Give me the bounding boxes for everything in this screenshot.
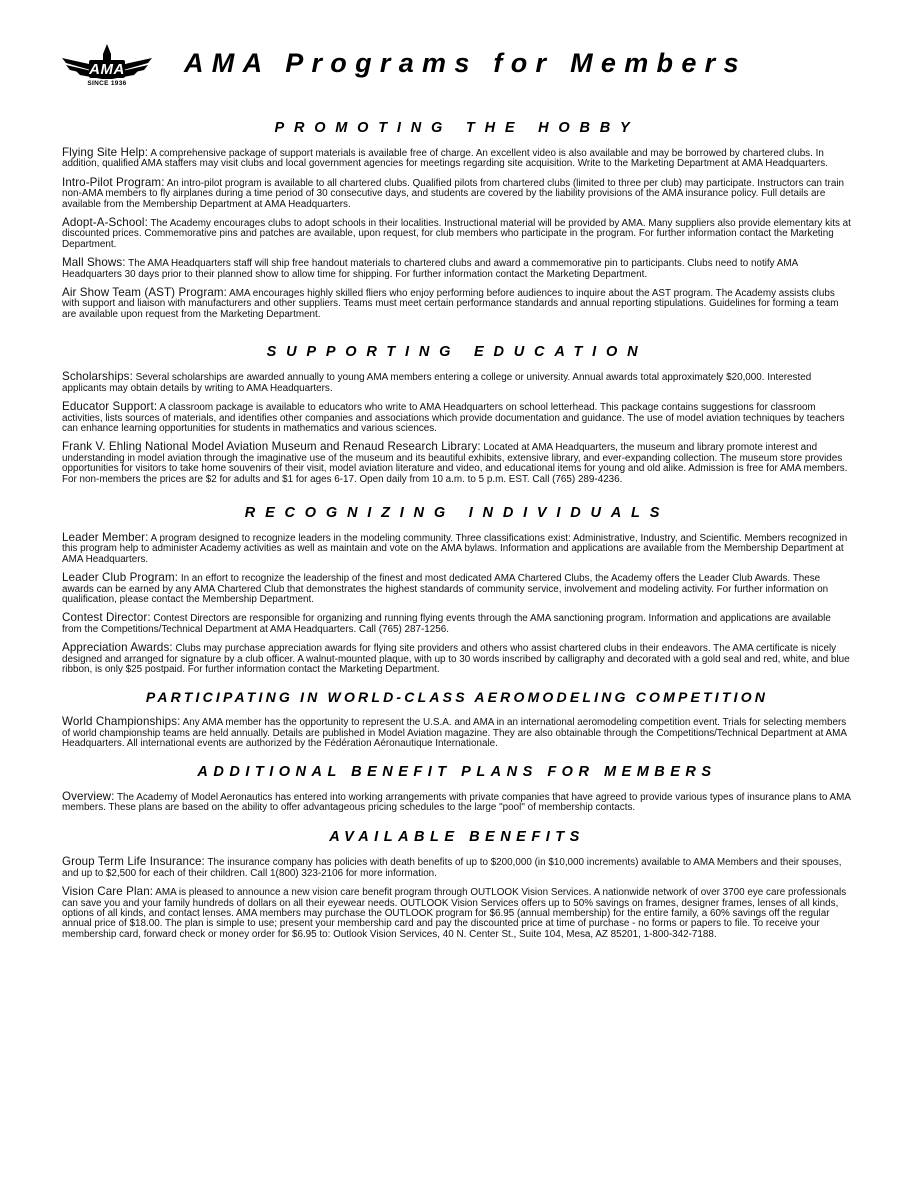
logo-since-text: SINCE 1936 xyxy=(87,80,127,87)
item-scholarships xyxy=(62,372,852,394)
logo-mark-text: AMA xyxy=(89,61,125,78)
item-body: A program designed to recognize leaders in the modeling community. Three classifications exist: Administrative, Industry, and Scientific. Members recognized in this program help to administer Academy activities as well as maintain and vote on the AMA bylaws. Information and applications are available from the Membership Department at AMA Headquarters. xyxy=(62,532,848,565)
section-heading-education: SUPPORTING EDUCATION xyxy=(266,344,648,361)
item-appreciation-awards xyxy=(62,643,852,675)
item-body: The insurance company has policies with death benefits of up to $200,000 (in $10,000 increments) available to AMA Members and their spouses, and up to $2,500 for each of their children. Call 1(800) 323-2106 for more information. xyxy=(62,857,842,879)
item-lead: Air Show Team (AST) Program: xyxy=(62,286,227,300)
item-body: Clubs may purchase appreciation awards for flying site providers and others who assist chartered clubs in their endeavors. The AMA certificate is nicely designed and arranged for signature by a club officer. A walnut-mounted plaque, with up to 30 words inscribed by calligraphy and decorated with a gold seal and red, white, and blue ribbon, is only $25 postpaid. For further information contact the Marketing Department. xyxy=(62,643,850,675)
item-body: AMA is pleased to announce a new vision care benefit program through OUTLOOK Vision Services. A nationwide network of over 3700 eye care professionals can save you and your family hundreds of dollars on all their eyewear needs. OUTLOOK Vision Services offers up to 50% savings on frames, designer frames, lenses of all kinds, options of all kinds, and contact lenses. AMA members may purchase the OUTLOOK program for $6.95 (annual membership) for the entire family, a 60% savings off the regular annual price of $18.00. The plan is simple to use; present your membership card and pay the discounted price at time of purchase - no forms or papers to file. To receive your membership card, forward check or money order for $6.95 to: Outlook Vision Services, 40 N. Center St., Suite 104, Mesa, AZ 85201, 1-800-342-7188. xyxy=(62,887,847,940)
item-body: In an effort to recognize the leadership of the finest and most dedicated AMA Chartered Clubs, the Academy offers the Leader Club Awards. These awards can be earned by any AMA Chartered Club that demonstrates the highest standards of community service, involvement and modeling activity. For further information on qualification, please contact the Membership Department. xyxy=(62,573,829,605)
section-heading-promoting: PROMOTING THE HOBBY xyxy=(274,120,640,136)
item-lead: World Championships: xyxy=(62,715,181,729)
item-lead: Flying Site Help: xyxy=(62,146,149,159)
section-heading-world-competition: PARTICIPATING IN WORLD-CLASS AEROMODELING COMPETITION xyxy=(145,689,769,706)
item-lead: Scholarships: xyxy=(62,370,133,384)
item-group-term-life xyxy=(62,857,852,879)
item-body: An intro-pilot program is available to all chartered clubs. Qualified pilots from chartered clubs (limited to three per club) may participate. Instructors can train non-AMA members to fly airplanes during a time period of 30 consecutive days, and students are covered by the liability provisions of the AMA insurance policy. Full details are available from the Membership Department at AMA Headquarters. xyxy=(62,177,844,210)
item-world-championships xyxy=(62,717,852,749)
section-heading-available-benefits: AVAILABLE BENEFITS xyxy=(329,829,585,846)
item-body: A comprehensive package of support materials is available free of charge. An excellent video is also available and may be borrowed by chartered clubs. In addition, qualified AMA staffers may visit clubs and local government agencies for meetings regarding site acquisition. Write to the Marketing Department at AMA Headquarters. xyxy=(62,148,828,170)
item-body: AMA encourages highly skilled fliers who enjoy performing before audiences to inquire about the AST program. The Academy assists clubs with support and liaison with manufacturers and other suppliers. Teams must meet certain performance standards and annual reporting stipulations. Guidelines for forming a team are available upon request from the Marketing Department. xyxy=(62,288,839,320)
item-body: The Academy of Model Aeronautics has entered into working arrangements with private companies that have agreed to provide various types of insurance plans to AMA members. These plans are based on the ability to offer advantageous pricing schedules to the large "pool" of membership contacts. xyxy=(62,791,851,814)
item-educator-support xyxy=(62,402,852,434)
item-air-show-team xyxy=(62,288,852,320)
item-lead: Intro-Pilot Program: xyxy=(62,175,165,189)
item-lead: Vision Care Plan: xyxy=(62,885,154,899)
item-museum-library xyxy=(62,442,852,485)
item-lead: Leader Club Program: xyxy=(62,571,179,585)
item-body: The Academy encourages clubs to adopt schools in their localities. Instructional material will be provided by AMA. Many suppliers also provide elementary kits at discounted prices. Commemorative pins and patches are available, upon request, for club members who participate in the program. For further information contact the Marketing Department. xyxy=(62,218,851,250)
item-flying-site-help xyxy=(62,148,852,170)
item-body: Located at AMA Headquarters, the museum and library promote interest and understanding in model aviation through the imaginative use of the museum and its beautiful exhibits, extensive library, and ever-expanding collection. The museum store provides opportunities for visitors to take home souvenirs of their visit, model aviation literature and video, and educational items for young and old alike. Admission is free for AMA members. For non-members the prices are $2 for adults and $1 for ages 6-17. Open daily from 10 a.m. to 5 p.m. EST. Call (765) 289-4236. xyxy=(62,442,848,485)
item-intro-pilot-program xyxy=(62,175,852,210)
item-overview xyxy=(62,789,852,814)
item-leader-member xyxy=(62,530,852,565)
page-title: AMA Programs for Members xyxy=(184,48,747,78)
item-lead: Mall Shows: xyxy=(62,256,126,270)
item-body: Contest Directors are responsible for organizing and running flying events through the AMA sanctioning program. Information and applications are available from the Competitions/Technical Department at AMA Headquarters. Call (765) 287-1256. xyxy=(62,613,831,635)
item-body: Several scholarships are awarded annually to young AMA members entering a college or university. Annual awards total approximately $20,000. Interested applicants may obtain details by writing to AMA Headquarters. xyxy=(62,372,812,394)
item-lead: Educator Support: xyxy=(62,400,158,414)
item-lead: Appreciation Awards: xyxy=(62,641,173,655)
item-lead: Overview: xyxy=(62,789,115,803)
section-heading-benefit-plans: ADDITIONAL BENEFIT PLANS FOR MEMBERS xyxy=(197,763,717,780)
item-lead: Frank V. Ehling National Model Aviation Museum and Renaud Research Library: xyxy=(62,440,481,454)
section-heading-individuals: RECOGNIZING INDIVIDUALS xyxy=(244,504,670,521)
item-body: Any AMA member has the opportunity to represent the U.S.A. and AMA in an international aeromodeling competition event. Trials for selecting members of world championship teams are held annually. Details are published in Model Aviation magazine. They are also obtainable through the Competitions/Technical Department at AMA Headquarters. All international events are authorized by the Fédération Aéronautique Internationale. xyxy=(62,717,847,750)
item-contest-director xyxy=(62,613,852,635)
item-body: A classroom package is available to educators who write to AMA Headquarters on school letterhead. This package contains suggestions for classroom activities, lists sources of materials, and identifies other companies and associations which provide documentation and guidance. The use of model aviation techniques by teachers can enhance learning opportunities for students in mathematics and various sciences. xyxy=(62,402,845,434)
document-body xyxy=(62,114,852,948)
item-body: The AMA Headquarters staff will ship free handout materials to chartered clubs and award a commemorative pin to participants. Clubs need to notify AMA Headquarters 30 days prior to their planned show to allow time for shipping. For further information contact the Marketing Department. xyxy=(62,258,798,280)
item-lead: Contest Director: xyxy=(62,611,151,625)
item-adopt-a-school xyxy=(62,218,852,250)
item-leader-club-program xyxy=(62,573,852,605)
item-mall-shows xyxy=(62,258,852,280)
item-lead: Adopt-A-School: xyxy=(62,216,148,230)
item-vision-care-plan xyxy=(62,887,852,940)
item-lead: Group Term Life Insurance: xyxy=(62,855,205,869)
item-lead: Leader Member: xyxy=(62,530,149,544)
ama-logo xyxy=(62,44,152,94)
